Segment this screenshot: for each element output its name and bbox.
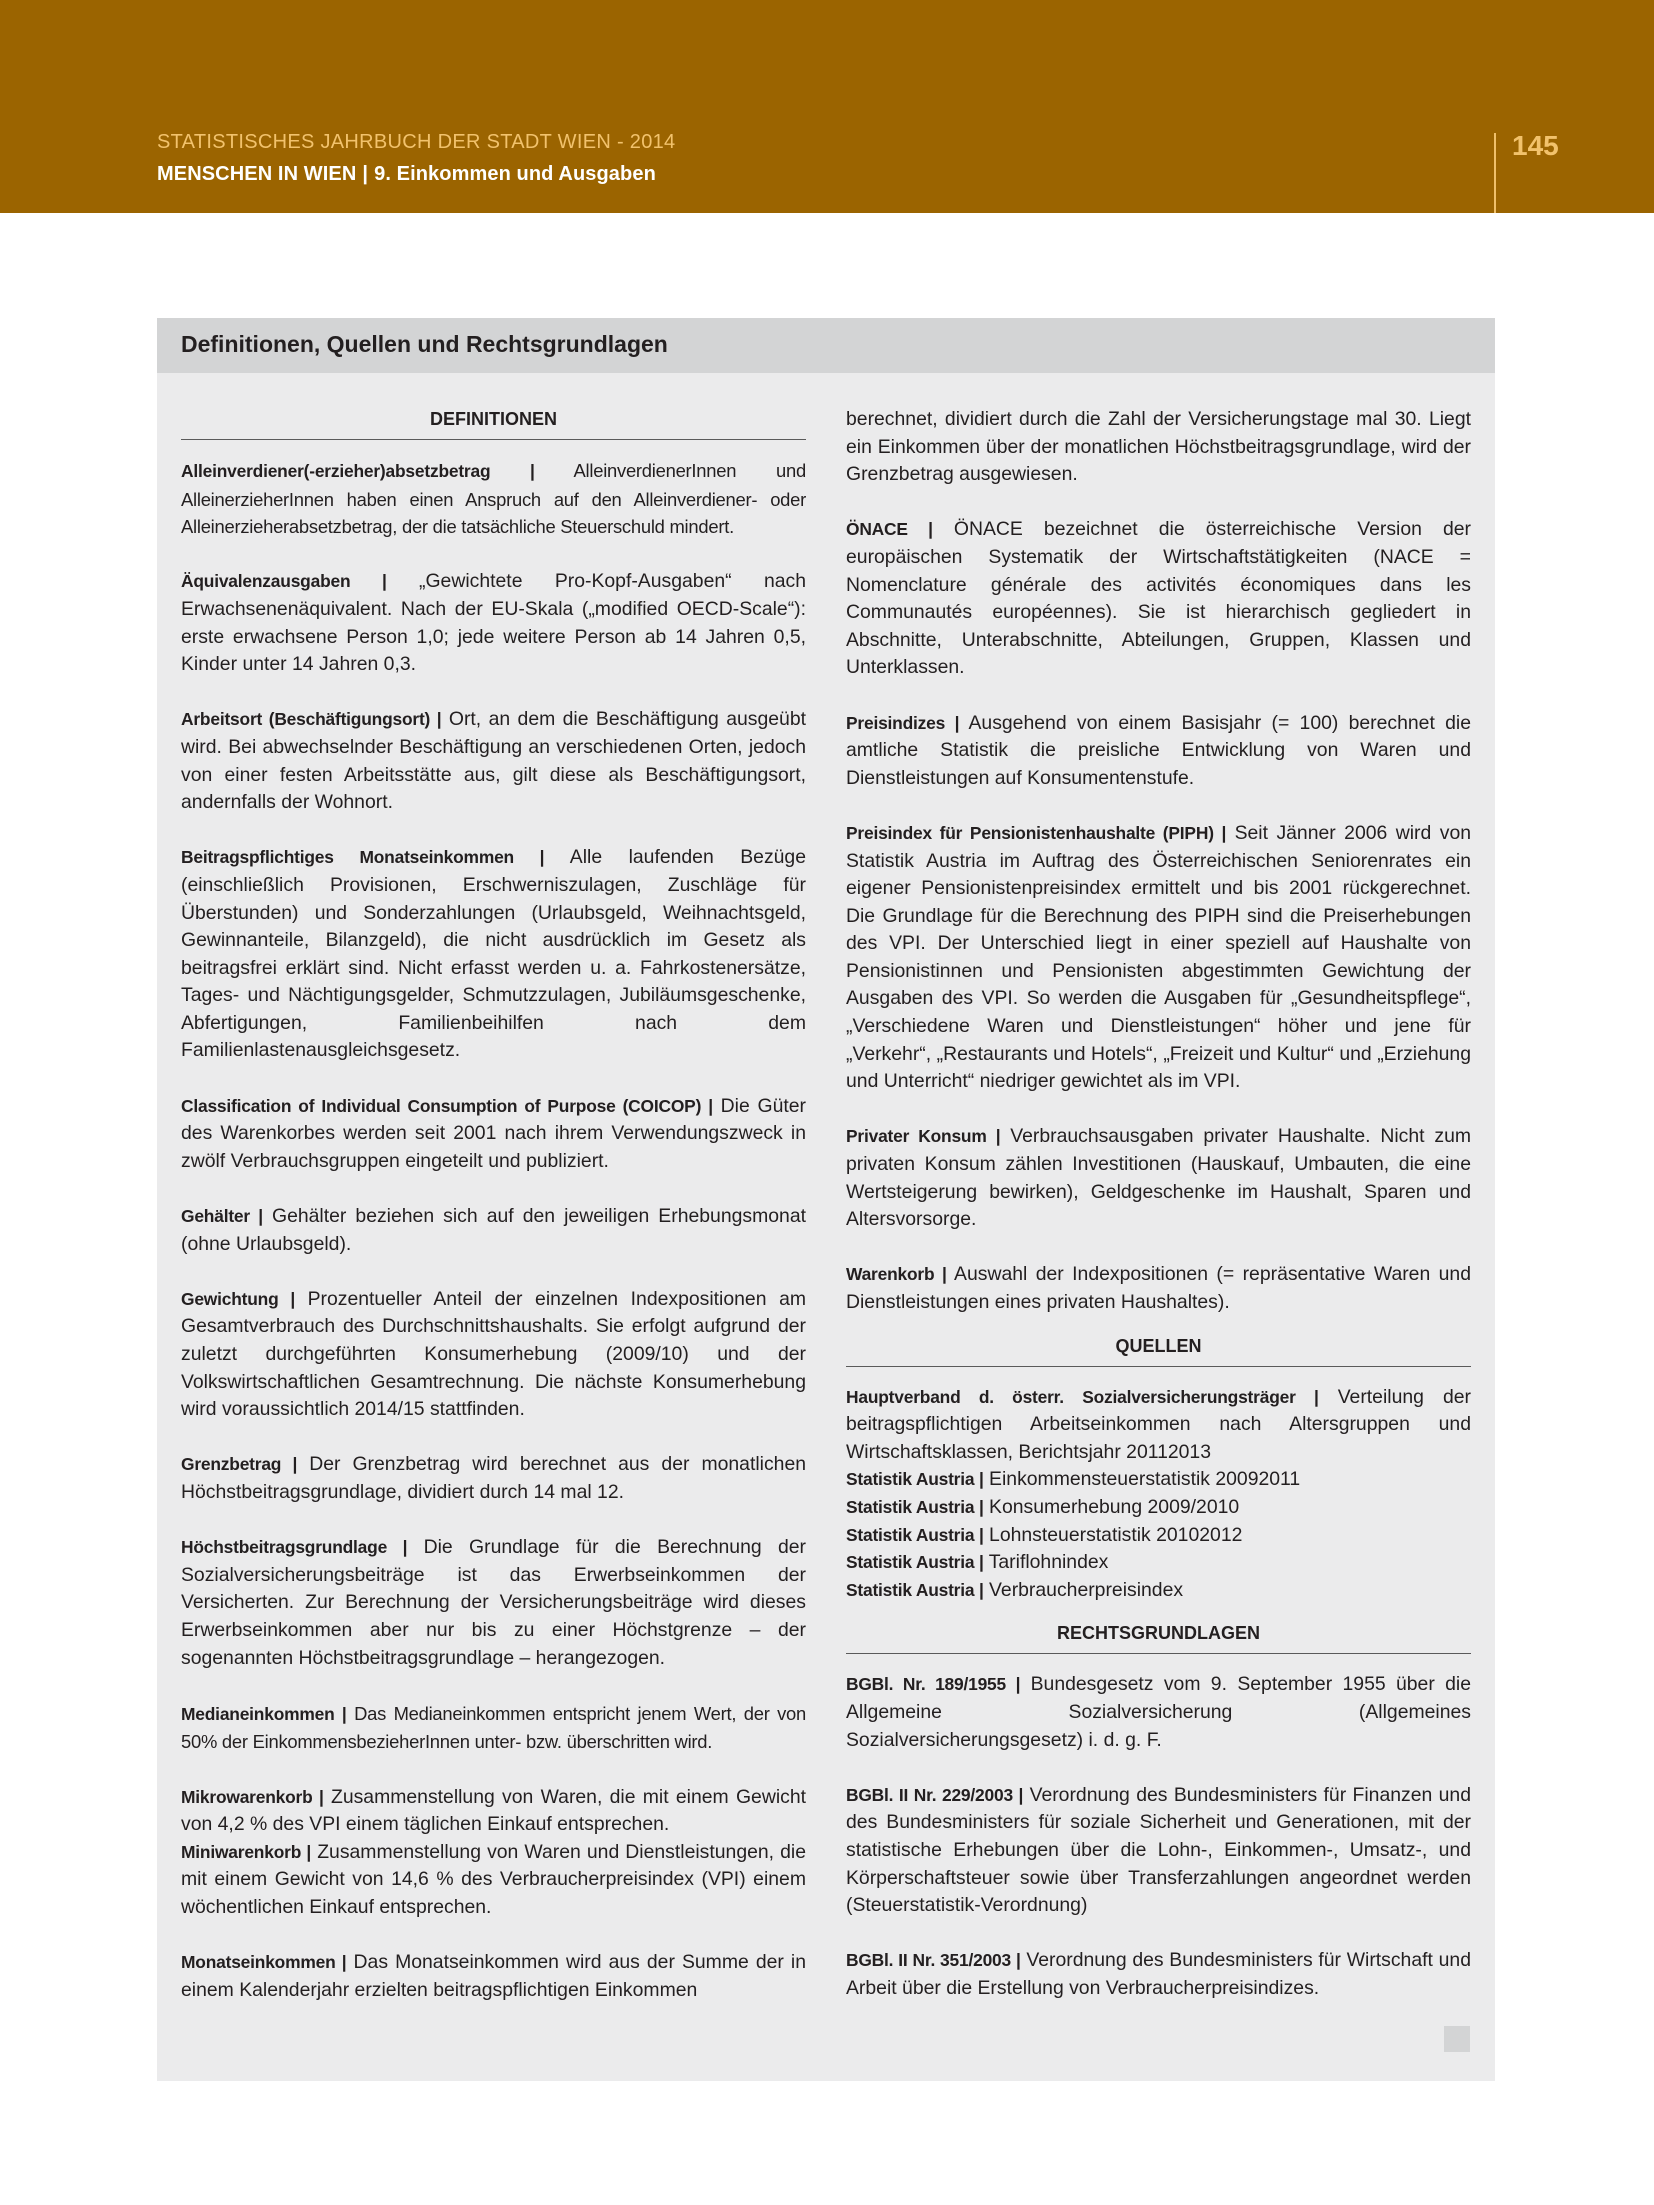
source-entry xyxy=(846,1494,1471,1522)
source-entry xyxy=(846,1384,1471,1467)
source-term: Statistik Austria | xyxy=(846,1552,984,1573)
page-number: 145 xyxy=(1512,130,1559,161)
definition-text: Gehälter beziehen sich auf den jeweiligen Erhebungsmonat (ohne Urlaubsgeld). xyxy=(181,1205,806,1255)
definition-entry xyxy=(181,457,806,541)
legal-entry xyxy=(846,1671,1471,1754)
definition-term: Mikrowarenkorb | xyxy=(181,1786,324,1807)
legal-heading: RECHTSGRUNDLAGEN xyxy=(846,1622,1471,1654)
section-name: MENSCHEN IN WIEN xyxy=(157,163,357,185)
source-entry xyxy=(846,1466,1471,1494)
definition-entry xyxy=(846,1123,1471,1233)
panel-title: Definitionen, Quellen und Rechtsgrundlagen xyxy=(181,331,668,357)
definition-text: Der Grenzbetrag wird berechnet aus der monatlichen Höchstbeitragsgrundlage, dividiert durch 14 mal 12. xyxy=(181,1453,807,1503)
definition-text: Ausgehend von einem Basisjahr (= 100) berechnet die amtliche Statistik die preisliche Entwicklung von Waren und Dienstleistungen auf Konsumentenstufe. xyxy=(846,711,1472,789)
source-term: Statistik Austria | xyxy=(846,1496,984,1517)
definition-entry xyxy=(181,1286,806,1424)
definition-text: ÖNACE bezeichnet die österreichische Version der europäischen Systematik der Wirtschaftstätigkeiten (NACE = Nomenclature générale des activités économiques dans les Communautés européennes). Sie ist hierarchisch gegliedert in Abschnitte, Unterabschnitte, Abteilungen, Gruppen, Klassen und Unterklassen. xyxy=(846,518,1471,679)
definition-term: Warenkorb | xyxy=(846,1264,947,1285)
definition-term: Gehälter | xyxy=(181,1206,263,1227)
definition-entry xyxy=(181,1839,806,1922)
definitions-panel xyxy=(157,318,1495,2081)
definition-entry xyxy=(181,1451,806,1506)
source-text: Verbraucherpreisindex xyxy=(989,1578,1184,1601)
legal-term: BGBl. Nr. 189/1955 | xyxy=(846,1674,1021,1695)
source-term: Statistik Austria | xyxy=(846,1524,984,1545)
source-term: Statistik Austria | xyxy=(846,1579,984,1600)
header-divider xyxy=(1494,133,1496,213)
definition-entry xyxy=(181,1700,806,1756)
source-entry xyxy=(846,1522,1471,1550)
definition-text: Auswahl der Indexpositionen (= repräsentative Waren und Dienstleistungen eines privaten Haushaltes). xyxy=(846,1263,1471,1313)
definition-text: Alle laufenden Bezüge (einschließlich Provisionen, Erschwerniszulagen, Zuschläge für Überstunden) und Sonderzahlungen (Urlaubsgeld, Weihnachtsgeld, Gewinnanteile, Bilanzgeld), die nicht ausdrücklich im Gesetz als beitragsfrei erklärt sind. Nicht erfasst werden u. a. Fahrkostenersätze, Tages- und Nächtigungsgelder, Schmutzzulagen, Jubiläumsgeschenke, Abfertigungen, Familienbeihilfen nach dem Familienlastenausgleichsgesetz. xyxy=(181,846,806,1062)
definition-term: Miniwarenkorb | xyxy=(181,1841,312,1862)
panel-header xyxy=(157,318,1495,373)
definition-term: Grenzbetrag | xyxy=(181,1454,298,1475)
definition-entry xyxy=(181,1534,806,1672)
definition-term: ÖNACE | xyxy=(846,519,933,540)
definition-text: Die Güter des Warenkorbes werden seit 2001 nach ihrem Verwendungszweck in zwölf Verbrauchsgruppen eingeteilt und publiziert. xyxy=(181,1094,807,1172)
definition-entry xyxy=(181,1784,806,1839)
legal-text: Verordnung des Bundesministers für Wirtschaft und Arbeit über die Erstellung von Verbraucherpreisindizes. xyxy=(846,1949,1471,1999)
definitions-heading: DEFINITIONEN xyxy=(181,408,806,440)
definition-text: Das Medianeinkommen entspricht jenem Wert, der von 50% der EinkommensbezieherInnen unter- bzw. überschritten wird. xyxy=(181,1702,806,1753)
definition-entry xyxy=(181,844,806,1065)
breadcrumb-separator: | xyxy=(362,163,369,185)
definition-text: Prozentueller Anteil der einzelnen Indexpositionen am Gesamtverbrauch des Durchschnittshaushalts. Sie erfolgt aufgrund der zuletzt durchgeführten Konsumerhebung (2009/10) und der Volkswirtschaftlichen Gesamtrechnung. Die nächste Konsumerhebung wird voraussichtlich 2014/15 stattfinden. xyxy=(181,1287,807,1421)
source-text: Tariflohnindex xyxy=(988,1551,1109,1574)
definition-term: Preisindizes | xyxy=(846,712,960,733)
legal-text: Bundesgesetz vom 9. September 1955 über die Allgemeine Sozialversicherung (Allgemeines Sozialversicherungsgesetz) i. d. g. F. xyxy=(846,1673,1472,1751)
yearbook-title: STATISTISCHES JAHRBUCH DER STADT WIEN - 2014 xyxy=(157,131,676,153)
definition-term: Höchstbeitragsgrundlage | xyxy=(181,1537,408,1558)
source-text: Lohnsteuerstatistik 20102012 xyxy=(989,1523,1243,1546)
legal-entry xyxy=(846,1782,1471,1920)
legal-term: BGBl. II Nr. 351/2003 | xyxy=(846,1950,1021,1971)
legal-text: Verordnung des Bundesministers für Finanzen und des Bundesministers für soziale Sicherheit und Generationen, mit der statistische Erhebungen über die Lohn-, Einkommen-, Umsatz-, und Körperschaftsteuer sowie über Transferzahlungen angeordnet werden (Steuerstatistik-Verordnung) xyxy=(846,1783,1471,1917)
definition-term: Beitragspflichtiges Monatseinkommen | xyxy=(181,847,545,868)
source-entry xyxy=(846,1549,1471,1577)
definition-term: Medianeinkommen | xyxy=(181,1703,347,1724)
chapter-breadcrumb xyxy=(157,163,656,186)
left-column xyxy=(181,408,806,2032)
definition-text: AlleinverdienerInnen und AlleinerzieherInnen haben einen Anspruch auf den Alleinverdiener- oder Alleinerzieherabsetzbetrag, der die tatsächliche Steuerschuld mindert. xyxy=(181,460,806,538)
definition-text: „Gewichtete Pro-Kopf-Ausgaben“ nach Erwachsenenäquivalent. Nach der EU-Skala („modified OECD-Scale“): erste erwachsene Person 1,0; jede weitere Person ab 14 Jahren 0,5, Kinder unter 14 Jahren 0,3. xyxy=(181,570,806,676)
definition-term: Äquivalenzausgaben | xyxy=(181,571,387,592)
legal-term: BGBl. II Nr. 229/2003 | xyxy=(846,1784,1024,1805)
definition-entry xyxy=(181,706,806,816)
definition-term: Preisindex für Pensionistenhaushalte (PIPH) | xyxy=(846,822,1227,843)
definition-text: Verbrauchsausgaben privater Haushalte. Nicht zum privaten Konsum zählen Investitionen (Hauskauf, Umbauten, die eine Wertsteigerung bewirken), Geldgeschenke im Haushalt, Sparen und Altersvorsorge. xyxy=(846,1125,1472,1231)
chapter-name: 9. Einkommen und Ausgaben xyxy=(374,163,656,185)
source-text: Verteilung der beitragspflichtigen Arbeitseinkommen nach Altersgruppen und Wirtschaftsklassen, Berichtsjahr 20112013 xyxy=(846,1385,1472,1463)
definition-entry xyxy=(181,1093,806,1176)
definition-text: Zusammenstellung von Waren, die mit einem Gewicht von 4,2 % des VPI einem täglichen Einkauf entsprechen. xyxy=(181,1785,806,1836)
definition-continuation: berechnet, dividiert durch die Zahl der Versicherungstage mal 30. Liegt ein Einkommen über der monatlichen Höchstbeitragsgrundlage, wird der Grenzbetrag ausgewiesen. xyxy=(846,408,1471,486)
definition-term: Classification of Individual Consumption of Purpose (COICOP) | xyxy=(181,1095,713,1116)
definition-entry xyxy=(181,1203,806,1258)
definition-entry xyxy=(846,516,1471,682)
source-term: Hauptverband d. österr. Sozialversicherungsträger | xyxy=(846,1386,1319,1407)
definition-term: Monatseinkommen | xyxy=(181,1952,347,1973)
source-term: Statistik Austria | xyxy=(846,1469,984,1490)
definition-term: Gewichtung | xyxy=(181,1288,296,1309)
source-text: Einkommensteuerstatistik 20092011 xyxy=(989,1468,1301,1491)
definition-entry xyxy=(846,710,1471,793)
definition-entry xyxy=(181,568,806,678)
definition-text: Ort, an dem die Beschäftigung ausgeübt wird. Bei abwechselnder Beschäftigung an verschiedenen Orten, jedoch von einer festen Arbeitsstätte aus, gilt diese als Beschäftigungsort, andernfalls der Wohnort. xyxy=(181,708,806,814)
definition-text: Die Grundlage für die Berechnung der Sozialversicherungsbeiträge ist das Erwerbseinkommen der Versicherten. Zur Berechnung der Versicherungsbeiträge wird dieses Erwerbseinkommen aber nur bis zu einer Höchstgrenze – der sogenannten Höchstbeitragsgrundlage – herangezogen. xyxy=(181,1536,806,1669)
definition-entry xyxy=(846,820,1471,1096)
definition-text: Seit Jänner 2006 wird von Statistik Austria im Auftrag des Österreichischen Seniorenrates ein eigener Pensionistenpreisindex ermittelt und bis 2001 rückgerechnet. Die Grundlage für die Berechnung des PIPH sind die Preiserhebungen des VPI. Der Unterschied liegt in einer speziell auf Haushalte von Pensionistinnen und Pensionisten abgestimmten Gewichtung der Ausgaben des VPI. So werden die Ausgaben für „Gesundheitspflege“, „Verschiedene Waren und Dienstleistungen“ höher und jene für „Verkehr“, „Restaurants und Hotels“, „Freizeit und Kultur“ und „Erziehung und Unterricht“ niedriger gewichtet als im VPI. xyxy=(846,821,1472,1093)
definition-entry xyxy=(846,1261,1471,1316)
legal-entry xyxy=(846,1947,1471,2002)
sources-heading: QUELLEN xyxy=(846,1335,1471,1367)
definition-entry xyxy=(181,1949,806,2004)
definition-term: Privater Konsum | xyxy=(846,1126,1001,1147)
right-column xyxy=(846,406,1471,2030)
source-text: Konsumerhebung 2009/2010 xyxy=(989,1495,1240,1518)
source-entry xyxy=(846,1577,1471,1605)
corner-marker xyxy=(1444,2026,1470,2052)
definition-term: Alleinverdiener(-erzieher)absetzbetrag | xyxy=(181,461,535,481)
definition-text: Zusammenstellung von Waren und Dienstleistungen, die mit einem Gewicht von 14,6 % des Verbraucherpreisindex (VPI) einem wöchentlichen Einkauf entsprechen. xyxy=(181,1840,807,1918)
definition-text: Das Monatseinkommen wird aus der Summe der in einem Kalenderjahr erzielten beitragspflichtigen Einkommen xyxy=(181,1951,807,2001)
definition-term: Arbeitsort (Beschäftigungsort) | xyxy=(181,709,442,730)
